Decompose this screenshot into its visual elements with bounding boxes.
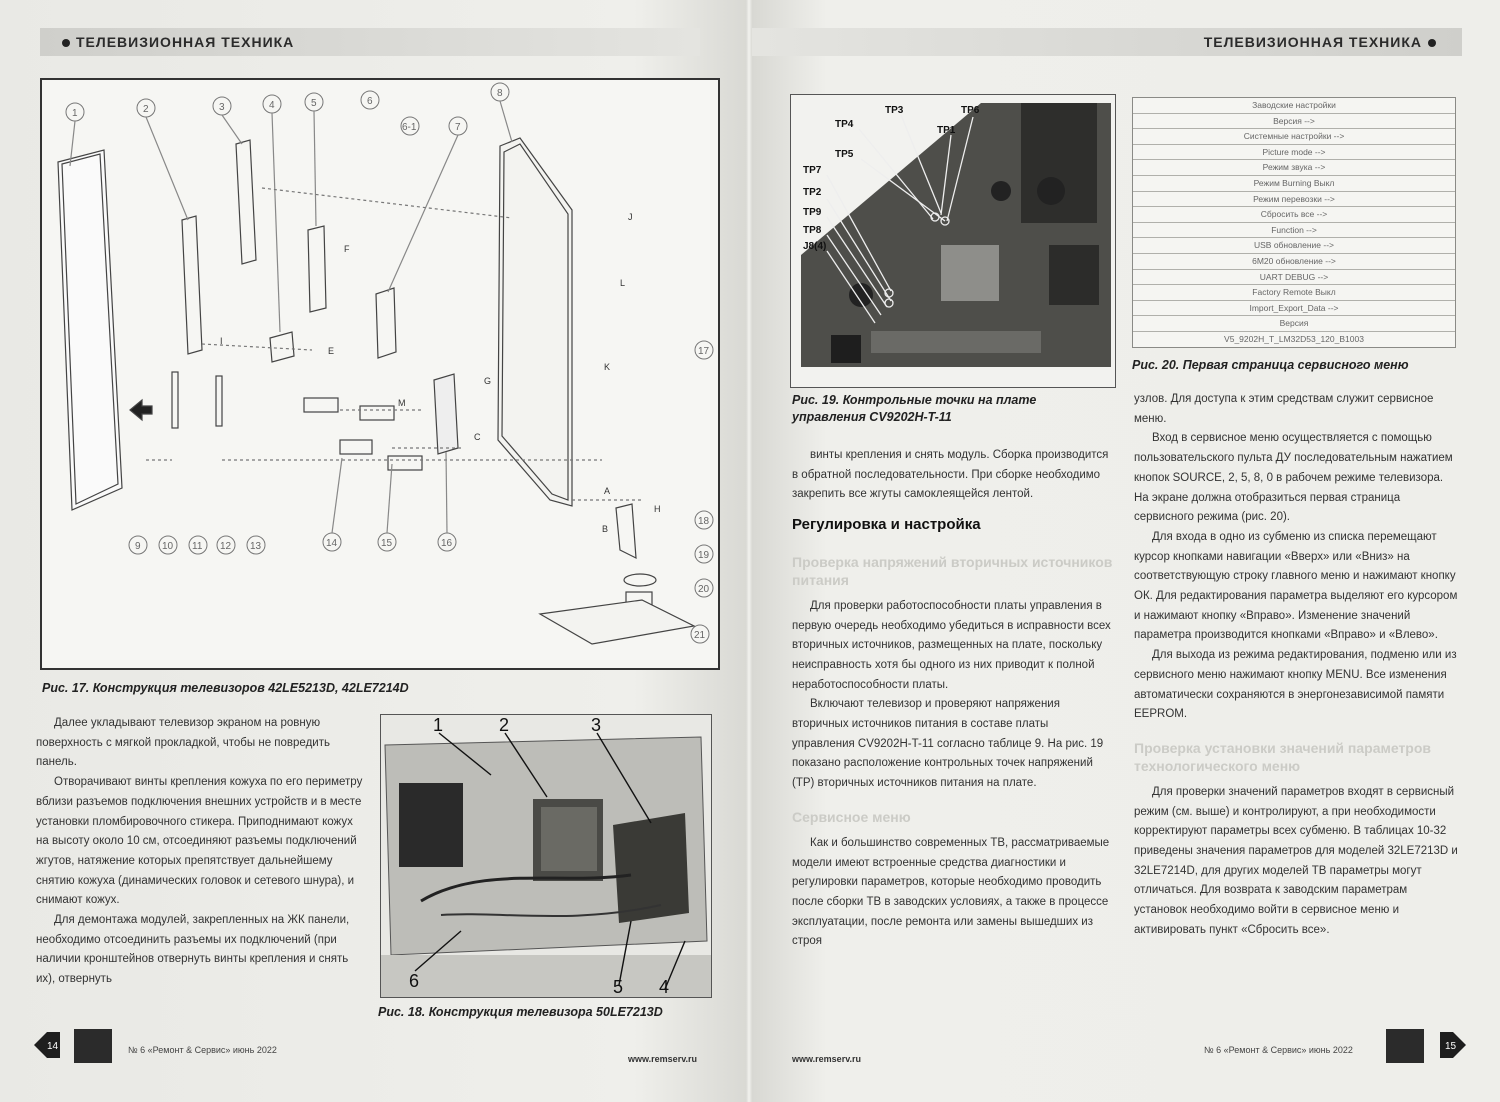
menu-item-transport-mode: Режим перевозки --> bbox=[1133, 192, 1455, 208]
tp-label-tp5: TP5 bbox=[835, 149, 854, 160]
callout-6: 6 bbox=[367, 96, 373, 107]
page-number-arrow-icon bbox=[34, 1032, 60, 1058]
figure-18-photo bbox=[380, 714, 712, 998]
callout-17: 17 bbox=[698, 346, 710, 357]
bullet-icon bbox=[1428, 39, 1436, 47]
menu-item-import-export: Import_Export_Data --> bbox=[1133, 301, 1455, 317]
menu-item-sound-mode: Режим звука --> bbox=[1133, 160, 1455, 176]
callout-2: 2 bbox=[143, 104, 149, 115]
callout-16: 16 bbox=[441, 538, 453, 549]
figure-19-caption: Рис. 19. Контрольные точки на плате управления CV9202H-T-11 bbox=[792, 393, 1037, 424]
tp-label-tp2: TP2 bbox=[803, 187, 822, 198]
right-column-1 bbox=[792, 446, 1114, 952]
issue-info: № 6 «Ремонт & Сервис» июнь 2022 bbox=[1204, 1045, 1353, 1055]
bullet-icon bbox=[62, 39, 70, 47]
menu-item-uart-debug: UART DEBUG --> bbox=[1133, 270, 1455, 286]
photo-callout-3: 3 bbox=[591, 715, 602, 735]
paragraph: винты крепления и снять модуль. Сборка производится в обратной последовательности. При сборке необходимо закрепить все жгуты самоклеящейся лентой. bbox=[792, 449, 1109, 501]
photo-callout-4: 4 bbox=[659, 977, 670, 997]
tp-label-tp3: TP3 bbox=[885, 105, 904, 116]
figure-19-pcb-photo bbox=[790, 94, 1116, 388]
paragraph: Для проверки работоспособности платы управления в первую очередь необходимо убедиться в исправности всех вторичных источников, размещенных на плате, поскольку неисправность хотя бы одного из них приводит к полной неработоспособности платы. bbox=[792, 599, 1111, 691]
tp-label-tp1: TP1 bbox=[937, 125, 956, 136]
subsection-heading: Проверка напряжений вторичных источников питания bbox=[792, 553, 1113, 588]
figure-17-caption: Рис. 17. Конструкция телевизоров 42LE5213D, 42LE7214D bbox=[42, 681, 409, 695]
figure-20-caption: Рис. 20. Первая страница сервисного меню bbox=[1132, 358, 1409, 372]
subsection-heading: Сервисное меню bbox=[792, 808, 911, 825]
callout-19: 19 bbox=[698, 550, 710, 561]
callout-18: 18 bbox=[698, 516, 710, 527]
callout-10: 10 bbox=[162, 541, 174, 552]
callout-9: 9 bbox=[135, 541, 141, 552]
part-letter-k: K bbox=[604, 362, 611, 372]
part-letter-g: G bbox=[484, 376, 492, 386]
part-letter-b: B bbox=[602, 524, 609, 534]
part-letter-l: L bbox=[620, 278, 626, 288]
exploded-view-drawing bbox=[42, 80, 718, 668]
callout-6-1: 6-1 bbox=[402, 122, 417, 133]
paragraph: Для входа в одно из субменю из списка перемещают курсор кнопками навигации «Вверх» или «Вниз» на соответствующую строку главного меню и нажимают кнопку ОК. Для редактирования параметра выделяют его курсором и нажимают кнопку «Вправо». Изменение значений параметра производится кнопками «Вправо» и «Влево». bbox=[1134, 530, 1458, 642]
callout-11: 11 bbox=[192, 541, 203, 552]
tp-label-tp4: TP4 bbox=[835, 119, 854, 130]
photo-callout-1: 1 bbox=[433, 715, 444, 735]
tp-label-tp8: TP8 bbox=[803, 225, 822, 236]
menu-item-function: Function --> bbox=[1133, 223, 1455, 239]
section-header-left: ТЕЛЕВИЗИОННАЯ ТЕХНИКА bbox=[56, 34, 294, 50]
part-letter-j: J bbox=[628, 212, 633, 222]
page-number: 15 bbox=[1445, 1041, 1457, 1052]
subsection-heading: Проверка установки значений параметров технологического меню bbox=[1134, 739, 1432, 774]
paragraph: Для проверки значений параметров входят в сервисный режим (см. выше) и контролируют, а при необходимости корректируют параметры всех субменю. В таблицах 10-32 приведены значения параметров для моделей 32LE7213D и 32LE7214D, для других моделей ТВ параметры могут отличаться. Для возврата к заводским параметрам установок необходимо войти в сервисное меню и активировать пункт «Сбросить все». bbox=[1134, 785, 1458, 936]
tp-label-tp7: TP7 bbox=[803, 165, 822, 176]
paragraph: узлов. Для доступа к этим средствам служит сервисное меню. bbox=[1134, 393, 1434, 425]
callout-8: 8 bbox=[497, 88, 503, 99]
paragraph: Вход в сервисное меню осуществляется с помощью пользовательского пульта ДУ последовательным нажатием кнопок SOURCE, 2, 5, 8, 0 в рабочем режиме телевизора. На экране должна отобразиться первая страница сервисного режима (рис. 20). bbox=[1134, 432, 1453, 524]
part-letter-i: I bbox=[220, 336, 223, 346]
callout-20: 20 bbox=[698, 584, 710, 595]
magazine-logo bbox=[74, 1029, 112, 1063]
callout-12: 12 bbox=[220, 541, 232, 552]
photo-callout-2: 2 bbox=[499, 715, 510, 735]
tp-label-tp9: TP9 bbox=[803, 207, 822, 218]
paragraph: Включают телевизор и проверяют напряжения вторичных источников питания в составе платы управления CV9202H-T-11 согласно таблице 9. На рис. 19 показано расположение контрольных точек напряжений (TP) вторичных источников питания на плате. bbox=[792, 698, 1104, 790]
part-letter-f: F bbox=[344, 244, 350, 254]
menu-item-burning-mode: Режим Burning Выкл bbox=[1133, 176, 1455, 192]
callout-14: 14 bbox=[326, 538, 338, 549]
menu-item-reset-all: Сбросить все --> bbox=[1133, 207, 1455, 223]
left-body-text bbox=[36, 714, 364, 990]
part-letter-a: A bbox=[604, 486, 611, 496]
paragraph: Для выхода из режима редактирования, подменю или из сервисного меню нажимают кнопку MENU. Все изменения автоматически сохраняются в энергонезависимой памяти EEPROM. bbox=[1134, 649, 1457, 721]
control-board-drawing bbox=[791, 95, 1115, 387]
paragraph: Отворачивают винты крепления кожуха по его периметру вблизи разъемов подключения внешних устройств и в месте установки пломбировочного стикера. Приподнимают кожух на высоту около 10 см, отсоединяют разъемы подключений жгутов, натяжение которых препятствует дальнейшему снятию кожуха (динамических головок и сетевого шнура), и снимают кожух. bbox=[36, 776, 363, 907]
callout-21: 21 bbox=[694, 630, 706, 641]
callout-7: 7 bbox=[455, 122, 461, 133]
part-letter-h: H bbox=[654, 504, 661, 514]
website-url: www.remserv.ru bbox=[792, 1054, 862, 1064]
tp-label-tp6: TP6 bbox=[961, 105, 980, 116]
section-header-right: ТЕЛЕВИЗИОННАЯ ТЕХНИКА bbox=[1204, 34, 1442, 50]
service-menu-screenshot bbox=[1132, 97, 1456, 348]
menu-item-factory-remote: Factory Remote Выкл bbox=[1133, 285, 1455, 301]
part-letter-e: E bbox=[328, 346, 335, 356]
issue-info: № 6 «Ремонт & Сервис» июнь 2022 bbox=[128, 1045, 277, 1055]
page-number: 14 bbox=[47, 1041, 59, 1052]
photo-callout-5: 5 bbox=[613, 977, 624, 997]
menu-item-system-settings: Системные настройки --> bbox=[1133, 129, 1455, 145]
menu-item-version-label: Версия bbox=[1133, 316, 1455, 332]
figure-17-diagram bbox=[40, 78, 720, 670]
callout-13: 13 bbox=[250, 541, 262, 552]
callout-15: 15 bbox=[381, 538, 393, 549]
menu-item-usb-update: USB обновление --> bbox=[1133, 238, 1455, 254]
menu-title: Заводские настройки bbox=[1133, 98, 1455, 114]
part-letter-c: C bbox=[474, 432, 481, 442]
tv-internals-photo bbox=[381, 715, 711, 997]
menu-item-version: Версия --> bbox=[1133, 114, 1455, 130]
paragraph: Для демонтажа модулей, закрепленных на ЖК панели, необходимо отсоединить разъемы их подключений (при наличии кронштейнов отвернуть винты крепления и снять их), отвернуть bbox=[36, 914, 350, 986]
menu-item-version-value: V5_9202H_T_LM32D53_120_B1003 bbox=[1224, 333, 1364, 344]
right-column-2 bbox=[1134, 390, 1460, 941]
magazine-logo bbox=[1386, 1029, 1424, 1063]
callout-3: 3 bbox=[219, 102, 225, 113]
menu-item-picture-mode: Picture mode --> bbox=[1133, 145, 1455, 161]
section-heading: Регулировка и настройка bbox=[792, 516, 981, 534]
paragraph: Как и большинство современных ТВ, рассматриваемые модели имеют встроенные средства диагностики и регулировки параметров, которые необходимо проводить после сборки ТВ в заводских условиях, а также в процессе эксплуатации, после ремонта или замены вышедших из строя bbox=[792, 836, 1110, 948]
callout-5: 5 bbox=[311, 98, 317, 109]
paragraph: Далее укладывают телевизор экраном на ровную поверхность с мягкой прокладкой, чтобы не повредить панель. bbox=[36, 717, 330, 769]
left-page bbox=[0, 0, 746, 1102]
photo-callout-6: 6 bbox=[409, 971, 420, 991]
website-url: www.remserv.ru bbox=[628, 1054, 698, 1064]
callout-4: 4 bbox=[269, 100, 275, 111]
page-number-arrow-icon bbox=[1440, 1032, 1466, 1058]
tp-label-j8: J8(4) bbox=[803, 241, 827, 252]
part-letter-m: M bbox=[398, 398, 406, 408]
menu-item-6m20-update: 6M20 обновление --> bbox=[1133, 254, 1455, 270]
callout-1: 1 bbox=[72, 108, 78, 119]
right-page bbox=[752, 0, 1500, 1102]
figure-18-caption: Рис. 18. Конструкция телевизора 50LE7213D bbox=[378, 1005, 663, 1019]
